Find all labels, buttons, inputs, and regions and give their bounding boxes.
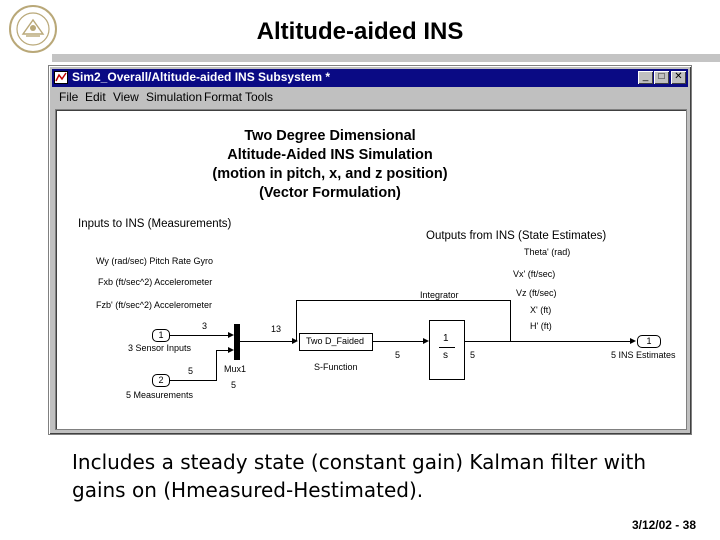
window-titlebar[interactable] (52, 69, 688, 87)
menu-file[interactable]: File (59, 90, 79, 104)
simulink-app-icon (54, 71, 68, 84)
window-title: Sim2_Overall/Altitude-aided INS Subsystem * (72, 70, 331, 84)
menu-tools[interactable]: Tools (245, 90, 274, 104)
diagram-heading-line2: Altitude-Aided INS Simulation (227, 147, 433, 163)
wire-in2-a (170, 380, 216, 381)
wire-sfun-int (372, 341, 424, 342)
menu-view[interactable]: View (113, 90, 139, 104)
wire-feedback-a (510, 300, 511, 342)
inport-2-block[interactable]: 2 (152, 374, 170, 387)
sfunction-block[interactable] (299, 333, 373, 351)
outport-1-label: 5 INS Estimates (611, 350, 676, 360)
int-out-width: 5 (470, 350, 476, 360)
integrator-label: Integrator (420, 290, 459, 300)
inport-1-label: 3 Sensor Inputs (128, 343, 192, 353)
inport-2-label: 5 Measurements (126, 390, 194, 400)
model-canvas[interactable] (55, 109, 687, 430)
menu-bar (52, 88, 688, 106)
mux-block[interactable] (234, 324, 240, 360)
output-label-vx: Vx' (ft/sec) (513, 269, 556, 279)
wire-mux-sfun-arrow (292, 338, 298, 344)
maximize-button[interactable]: □ (654, 71, 669, 84)
mux-in-width: 5 (231, 380, 237, 390)
inputs-title: Inputs to INS (Measurements) (78, 218, 232, 230)
menu-simulation[interactable]: Simulation (146, 90, 203, 104)
wire-in1-mux (170, 335, 230, 336)
diagram-heading-line3: (motion in pitch, x, and z position) (212, 166, 448, 182)
wire-label-13: 13 (271, 324, 282, 334)
menu-format[interactable]: Format (204, 90, 243, 104)
integrator-numerator: 1 (443, 333, 449, 344)
sfunction-label: S-Function (314, 362, 358, 372)
wire-in2-width: 5 (188, 366, 194, 376)
integrator-fraction-bar (439, 347, 455, 348)
slide-title: Altitude-aided INS (256, 18, 464, 45)
minimize-button[interactable]: _ (638, 71, 653, 84)
wire-feedback-b (296, 300, 511, 301)
integrator-block[interactable] (429, 320, 465, 380)
wire-in1-width: 3 (202, 321, 208, 331)
wire-feedback-c (296, 300, 297, 341)
sfun-out-width: 5 (395, 350, 401, 360)
inport-1-block[interactable]: 1 (152, 329, 170, 342)
diagram-heading-line1: Two Degree Dimensional (244, 128, 416, 144)
output-label-vz: Vz (ft/sec) (516, 288, 557, 298)
input-label-fxb: Fxb (ft/sec^2) Accelerometer (98, 277, 213, 287)
input-label-wy: Wy (rad/sec) Pitch Rate Gyro (96, 256, 213, 266)
close-button[interactable]: ✕ (671, 71, 686, 84)
menu-edit[interactable]: Edit (85, 90, 106, 104)
wire-int-out-arrow (630, 338, 636, 344)
output-label-h: H' (ft) (530, 321, 552, 331)
simulink-window (48, 65, 692, 435)
slide-footer: 3/12/02 - 38 (631, 518, 696, 532)
input-label-fzb: Fzb' (ft/sec^2) Accelerometer (96, 300, 212, 310)
wire-int-out (464, 341, 632, 342)
title-divider (52, 54, 720, 62)
wire-mux-sfun (239, 341, 293, 342)
integrator-denominator: s (443, 350, 448, 361)
output-label-theta: Theta' (rad) (524, 247, 571, 257)
slide-caption: Includes a steady state (constant gain) Kalman filter with gains on (Hmeasured-Hestimated). (72, 450, 647, 502)
mux-label: Mux1 (224, 364, 247, 374)
wire-in2-b (216, 350, 217, 381)
outputs-title: Outputs from INS (State Estimates) (426, 230, 607, 242)
sfunction-text: Two D_Faided (306, 336, 365, 346)
outport-1-block[interactable]: 1 (637, 335, 661, 348)
diagram-heading-line4: (Vector Formulation) (259, 185, 401, 201)
output-label-x: X' (ft) (530, 305, 552, 315)
